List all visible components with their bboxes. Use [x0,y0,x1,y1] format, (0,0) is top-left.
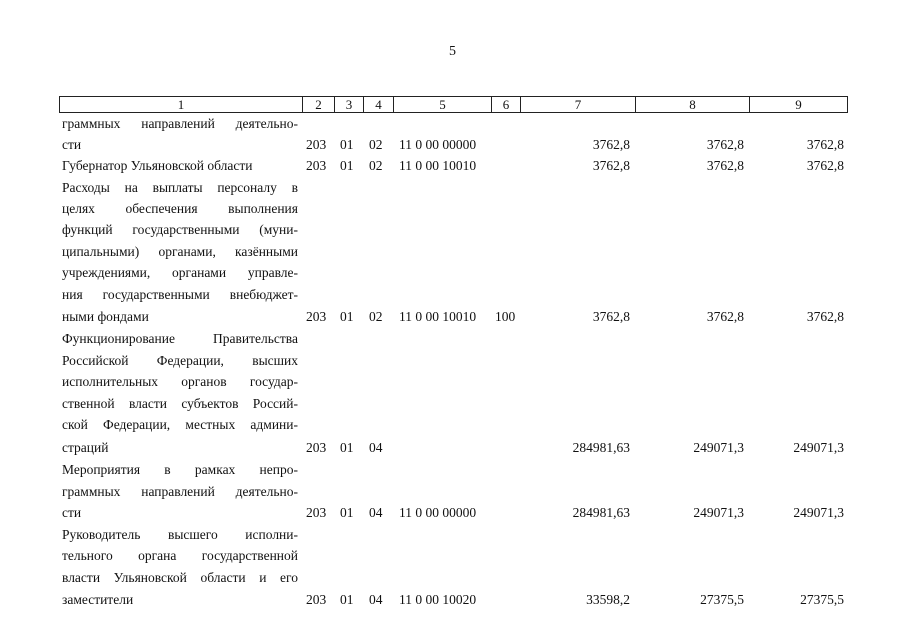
table-row [0,115,905,133]
row-label-line: Мероприятия в рамках непро- [62,462,298,477]
code-expense-type [495,591,519,609]
value-col7: 3762,8 [592,158,630,173]
header-cell: 9 [749,97,847,112]
value-col8: 249071,3 [693,505,744,520]
code-rzpr: 203 [306,592,327,607]
table-row [0,136,905,154]
row-label-line: заместители [62,592,134,607]
code-target-article: 11 0 00 10010 [399,309,477,324]
header-cell: 1 [177,97,185,112]
table-row [0,264,905,282]
row-label-line: ственной власти субъектов Россий- [62,396,298,411]
table-row [0,591,905,609]
code-target-article: 11 0 00 10020 [399,592,477,607]
table-row [0,179,905,197]
value-col7: 3762,8 [592,137,630,152]
header-cell: 4 [363,97,393,112]
code-subsection: 02 [369,309,383,324]
header-cell: 8 [635,97,749,112]
code-section: 01 [340,592,354,607]
value-col8: 27375,5 [700,592,744,607]
row-label-line: функций государственными (муни- [62,222,298,237]
code-section: 01 [340,440,354,455]
table-row [0,286,905,304]
code-subsection: 04 [369,505,383,520]
code-subsection: 02 [369,137,383,152]
table-row [0,373,905,391]
value-col8: 3762,8 [706,137,744,152]
code-section: 01 [340,158,354,173]
code-expense-type [495,136,519,154]
header-cell: 3 [334,97,363,112]
table-row [0,504,905,522]
table-row [0,157,905,175]
row-label-line: тельного органа государственной [62,548,298,563]
header-cell: 5 [393,97,491,112]
value-col9: 3762,8 [806,309,844,324]
code-section: 01 [340,505,354,520]
table-row [0,569,905,587]
value-col9: 3762,8 [806,137,844,152]
code-section: 01 [340,309,354,324]
table-row [0,395,905,413]
table-row [0,547,905,565]
table-row [0,461,905,479]
code-subsection: 02 [369,158,383,173]
row-label-line: ния государственными внебюджет- [62,287,298,302]
row-label-line: исполнительных органов государ- [62,374,298,389]
code-expense-type: 100 [495,309,516,324]
row-label-line: Губернатор Ульяновской области [62,158,253,173]
value-col9: 249071,3 [793,505,844,520]
page-number: 5 [449,44,456,59]
row-label-line: граммных направлений деятельно- [62,116,298,131]
value-col9: 249071,3 [793,440,844,455]
value-col8: 3762,8 [706,309,744,324]
code-rzpr: 203 [306,137,327,152]
value-col7: 33598,2 [586,592,630,607]
code-rzpr: 203 [306,440,327,455]
value-col7: 284981,63 [572,440,630,455]
row-label-line: Российской Федерации, высших [62,353,298,368]
table-row [0,330,905,348]
code-rzpr: 203 [306,309,327,324]
table-row [0,526,905,544]
code-subsection: 04 [369,592,383,607]
table-row [0,308,905,326]
code-rzpr: 203 [306,505,327,520]
row-label-line: ными фондами [62,309,149,324]
table-row [0,243,905,261]
table-row [0,439,905,457]
value-col8: 249071,3 [693,440,744,455]
row-label-line: ципальными) органами, казёнными [62,244,298,259]
table-row [0,200,905,218]
code-target-article: 11 0 00 00000 [399,137,477,152]
header-cell: 7 [520,97,635,112]
row-label-line: целях обеспечения выполнения [62,201,298,216]
value-col7: 284981,63 [572,505,630,520]
table-row [0,221,905,239]
header-cell: 6 [491,97,520,112]
code-subsection: 04 [369,440,383,455]
row-label-line: страций [62,440,109,455]
table-header [59,96,848,113]
code-rzpr: 203 [306,158,327,173]
row-label-line: Расходы на выплаты персоналу в [62,180,298,195]
code-section: 01 [340,137,354,152]
header-cell: 2 [302,97,334,112]
table-row [0,483,905,501]
value-col9: 27375,5 [800,592,844,607]
code-target-article [399,439,491,457]
code-target-article: 11 0 00 10010 [399,158,477,173]
row-label-line: сти [62,505,82,520]
row-label-line: Руководитель высшего исполни- [62,527,298,542]
row-label-line: власти Ульяновской области и его [62,570,298,585]
row-label-line: граммных направлений деятельно- [62,484,298,499]
code-expense-type [495,439,519,457]
code-target-article: 11 0 00 00000 [399,505,477,520]
code-expense-type [495,504,519,522]
value-col8: 3762,8 [706,158,744,173]
row-label-line: Функционирование Правительства [62,331,298,346]
row-label-line: ской Федерации, местных админи- [62,417,298,432]
row-label-line: учреждениями, органами управле- [62,265,298,280]
value-col7: 3762,8 [592,309,630,324]
table-row [0,352,905,370]
row-label-line: сти [62,137,82,152]
table-row [0,416,905,434]
value-col9: 3762,8 [806,158,844,173]
code-expense-type [495,157,519,175]
